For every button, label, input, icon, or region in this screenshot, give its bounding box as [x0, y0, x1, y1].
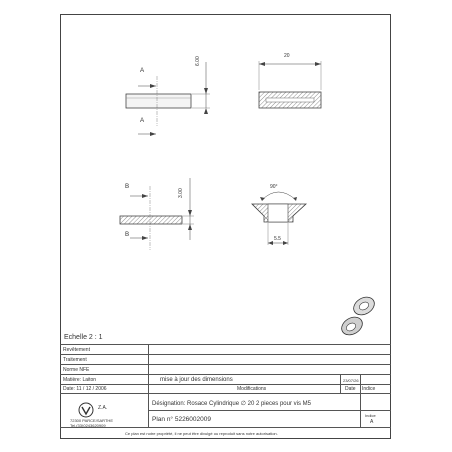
label-traitement: Traitement	[63, 357, 87, 363]
label-revetement: Revêtement	[63, 347, 90, 353]
iso-view	[338, 294, 377, 339]
view-side-a	[126, 62, 210, 136]
dim-counterbore: 5.5	[274, 236, 281, 242]
section-label-a-top: A	[140, 67, 145, 74]
company-name: Z.A.	[98, 405, 108, 411]
modification-text: mise à jour des dimensions	[160, 377, 233, 383]
section-label-b-bottom: B	[125, 231, 130, 238]
header-modifications: Modifications	[237, 386, 267, 392]
section-label-a-bottom: A	[140, 117, 145, 124]
dim-diameter: 20	[284, 53, 290, 59]
tb-line	[60, 364, 391, 365]
plan-number: Plan n° 5226002009	[152, 416, 211, 423]
tb-line	[148, 410, 391, 411]
tb-line	[60, 344, 391, 345]
company-tel: Tel.(33)0243620909	[70, 423, 106, 428]
tb-line	[60, 354, 391, 355]
company-logo-icon	[78, 402, 94, 418]
label-matiere: Matière: Laiton	[63, 377, 97, 383]
dim-height-a: 6.00	[195, 56, 201, 66]
tb-line	[60, 393, 391, 394]
header-indice: Indice	[362, 386, 376, 392]
scale-label: Echelle 2 : 1	[64, 334, 103, 341]
tb-line	[60, 384, 391, 385]
designation: Désignation: Rosace Cylindrique ∅ 20 2 pieces pour vis M5	[152, 401, 311, 407]
tb-line	[60, 427, 391, 428]
dim-angle: 90°	[270, 184, 278, 190]
dim-height-b: 3.00	[178, 188, 184, 198]
indice-value: A	[370, 419, 374, 425]
header-date: Date	[345, 386, 356, 392]
tb-line	[60, 374, 391, 375]
modification-date: 23/07/26	[343, 378, 359, 383]
label-norme: Norme NFE	[63, 367, 90, 373]
indice-label: Indice	[365, 413, 376, 418]
view-section-a	[259, 61, 321, 108]
section-label-b-top: B	[125, 183, 130, 190]
company-address: 72300 PARCE/SARTHE	[70, 418, 113, 423]
ownership-notice: Ce plan est notre propriété, il ne peut être divulgé ou reproduit sans notre autorisation.	[125, 431, 278, 436]
tb-vline	[340, 374, 341, 393]
tb-vline	[360, 374, 361, 427]
label-date: Date: 11 / 12 / 2006	[63, 386, 107, 392]
tb-vline	[148, 344, 149, 427]
